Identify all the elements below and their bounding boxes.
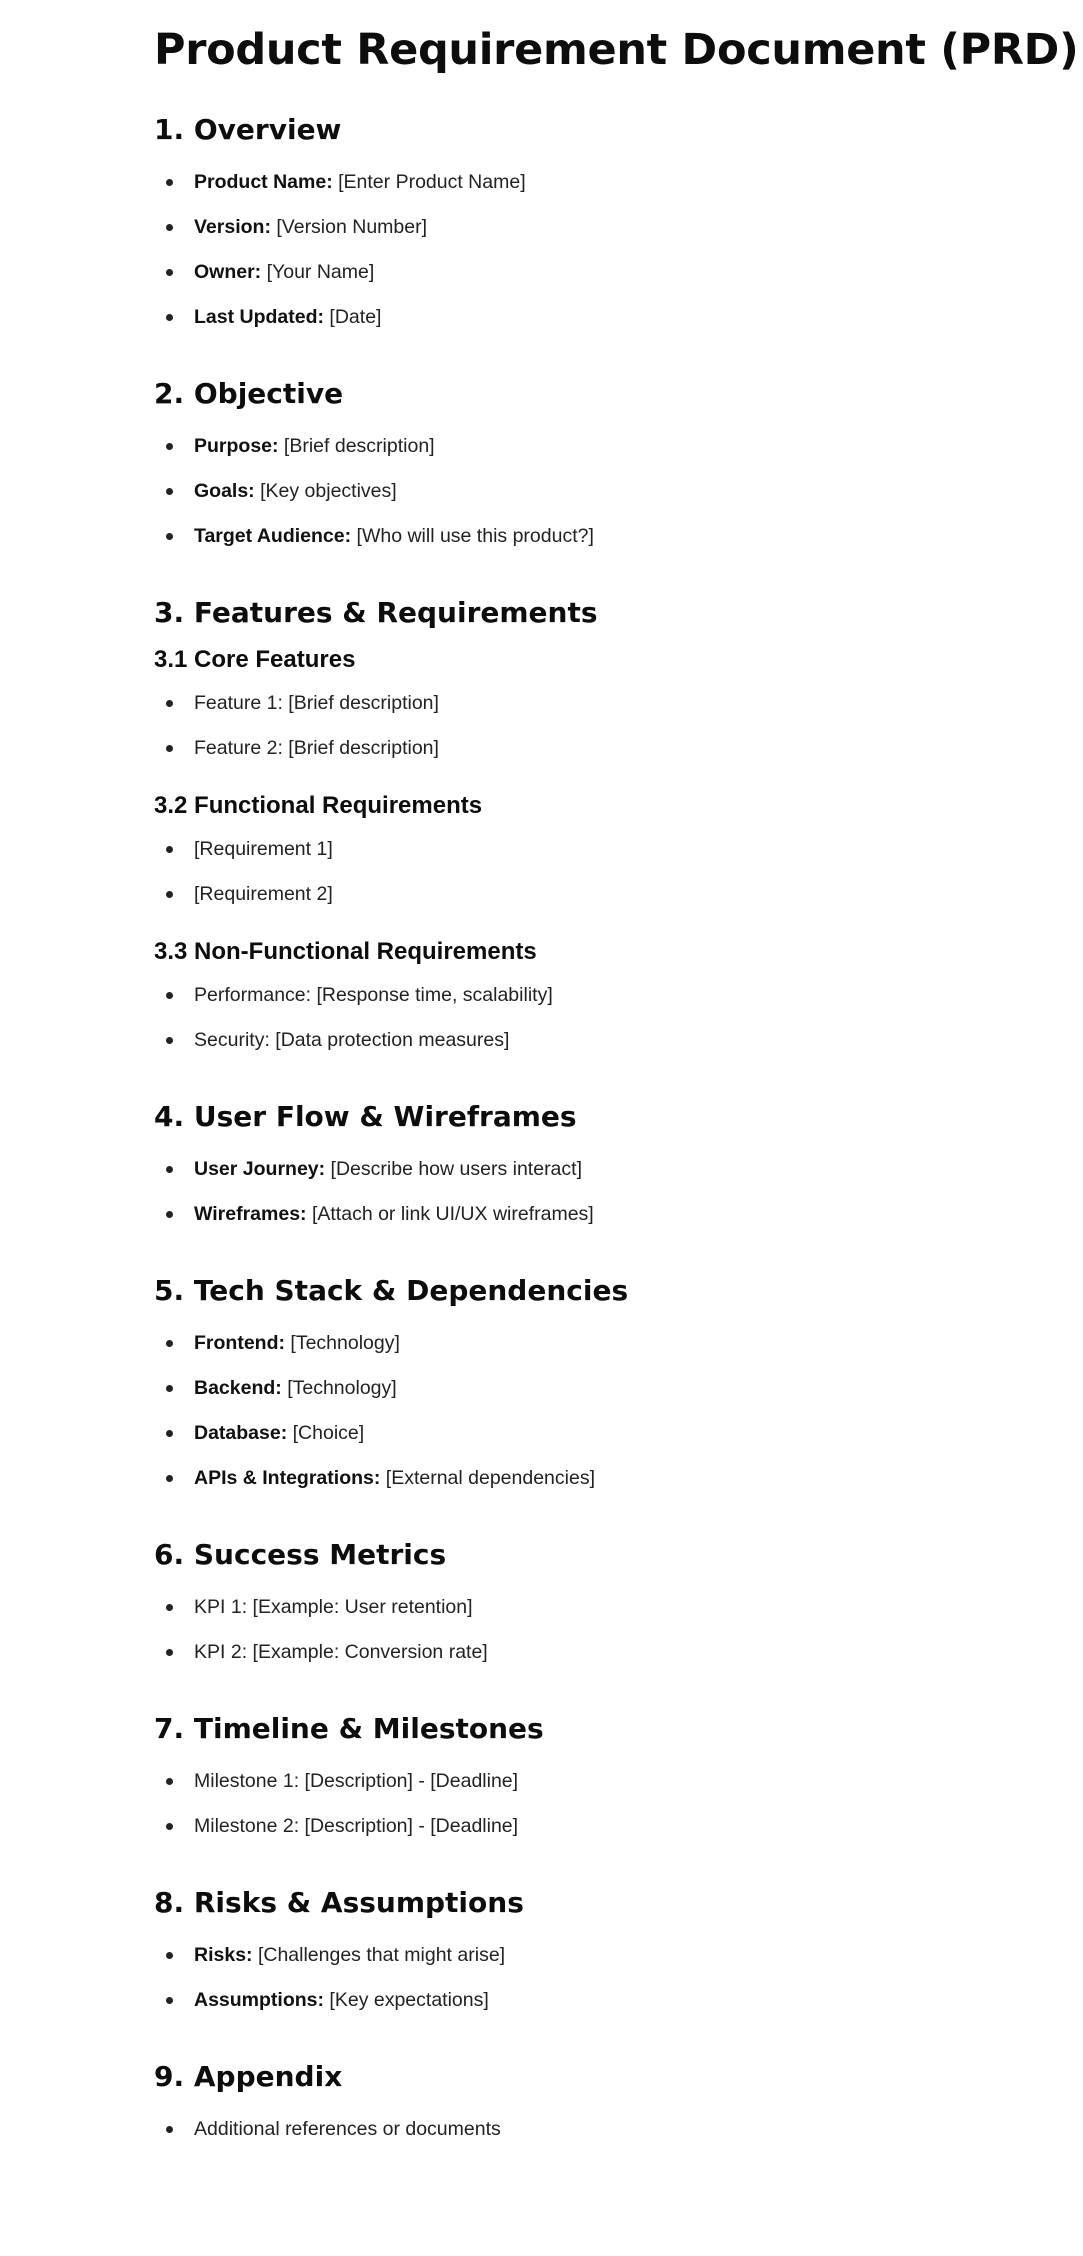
list-item: [154, 1933, 1034, 1978]
item-label: Product Name:: [194, 171, 333, 193]
item-value: [Date]: [324, 306, 382, 328]
list-item: [154, 250, 1034, 295]
list-item: [Requirement 1]: [154, 827, 1034, 872]
core-features-list: [154, 681, 1034, 771]
section-risks: [154, 1885, 1034, 2023]
list-item: [154, 469, 1034, 514]
list-item: Milestone 1: [Description] - [Deadline]: [154, 1759, 1034, 1804]
appendix-list: [154, 2107, 1034, 2152]
section-heading: 2. Objective: [154, 377, 344, 410]
item-value: [Your Name]: [261, 261, 375, 283]
list-item: [154, 1366, 1034, 1411]
subsection-heading: 3.1 Core Features: [154, 646, 356, 673]
item-value: [Version Number]: [270, 216, 428, 238]
section-heading: 3. Features & Requirements: [154, 596, 598, 629]
section-heading: 1. Overview: [154, 113, 342, 146]
item-label: User Journey:: [194, 1158, 326, 1180]
item-label: APIs & Integrations:: [194, 1467, 381, 1489]
objective-list: [154, 424, 1034, 559]
subsection-heading: 3.3 Non-Functional Requirements: [154, 938, 537, 965]
item-label: Frontend:: [194, 1332, 285, 1354]
item-value: [Challenges that might arise]: [252, 1944, 506, 1966]
item-value: [Choice]: [287, 1422, 365, 1444]
list-item: Milestone 2: [Description] - [Deadline]: [154, 1804, 1034, 1849]
item-value: [Technology]: [281, 1377, 397, 1399]
list-item: [154, 1456, 1034, 1501]
item-value: [External dependencies]: [380, 1467, 596, 1489]
section-heading: 9. Appendix: [154, 2060, 343, 2093]
section-heading: 4. User Flow & Wireframes: [154, 1100, 577, 1133]
section-heading: 6. Success Metrics: [154, 1538, 447, 1571]
list-item: Additional references or documents: [154, 2107, 1034, 2152]
success-metrics-list: [154, 1585, 1034, 1675]
functional-requirements-list: [154, 827, 1034, 917]
item-value: [Enter Product Name]: [332, 171, 526, 193]
document-title: Product Requirement Document (PRD): [154, 25, 1079, 75]
user-flow-list: [154, 1147, 1034, 1237]
item-label: Version:: [194, 216, 271, 238]
list-item: [154, 205, 1034, 250]
item-value: [Key objectives]: [254, 480, 397, 502]
list-item: [154, 295, 1034, 340]
list-item: [154, 1321, 1034, 1366]
nonfunctional-requirements-list: [154, 973, 1034, 1063]
section-success-metrics: [154, 1537, 1034, 1675]
list-item: [154, 514, 1034, 559]
list-item: Security: [Data protection measures]: [154, 1018, 1034, 1063]
section-tech-stack: [154, 1273, 1034, 1501]
section-objective: [154, 376, 1034, 559]
item-value: [Technology]: [284, 1332, 400, 1354]
section-heading: 5. Tech Stack & Dependencies: [154, 1274, 629, 1307]
item-label: Last Updated:: [194, 306, 325, 328]
list-item: [154, 1978, 1034, 2023]
list-item: [154, 1147, 1034, 1192]
item-value: [Who will use this product?]: [351, 525, 594, 547]
list-item: KPI 1: [Example: User retention]: [154, 1585, 1034, 1630]
list-item: [154, 1192, 1034, 1237]
section-appendix: [154, 2059, 1034, 2152]
item-label: Backend:: [194, 1377, 282, 1399]
list-item: KPI 2: [Example: Conversion rate]: [154, 1630, 1034, 1675]
section-overview: [154, 112, 1034, 340]
timeline-list: [154, 1759, 1034, 1849]
item-label: Assumptions:: [194, 1989, 325, 2011]
list-item: Performance: [Response time, scalability]: [154, 973, 1034, 1018]
item-label: Wireframes:: [194, 1203, 307, 1225]
item-label: Database:: [194, 1422, 288, 1444]
tech-stack-list: [154, 1321, 1034, 1501]
item-value: [Brief description]: [278, 435, 435, 457]
item-value: [Describe how users interact]: [325, 1158, 582, 1180]
prd-document: [154, 0, 1079, 2152]
section-user-flow: [154, 1099, 1034, 1237]
section-timeline: [154, 1711, 1034, 1849]
overview-list: [154, 160, 1034, 340]
item-label: Risks:: [194, 1944, 253, 1966]
section-heading: 7. Timeline & Milestones: [154, 1712, 544, 1745]
section-features: [154, 595, 1034, 1063]
list-item: Feature 2: [Brief description]: [154, 726, 1034, 771]
item-value: [Attach or link UI/UX wireframes]: [306, 1203, 594, 1225]
risks-list: [154, 1933, 1034, 2023]
list-item: Feature 1: [Brief description]: [154, 681, 1034, 726]
item-value: [Key expectations]: [324, 1989, 489, 2011]
list-item: [154, 1411, 1034, 1456]
item-label: Purpose:: [194, 435, 279, 457]
section-heading: 8. Risks & Assumptions: [154, 1886, 524, 1919]
subsection-heading: 3.2 Functional Requirements: [154, 792, 483, 819]
list-item: [154, 160, 1034, 205]
item-label: Owner:: [194, 261, 262, 283]
item-label: Goals:: [194, 480, 255, 502]
item-label: Target Audience:: [194, 525, 352, 547]
list-item: [154, 424, 1034, 469]
list-item: [Requirement 2]: [154, 872, 1034, 917]
